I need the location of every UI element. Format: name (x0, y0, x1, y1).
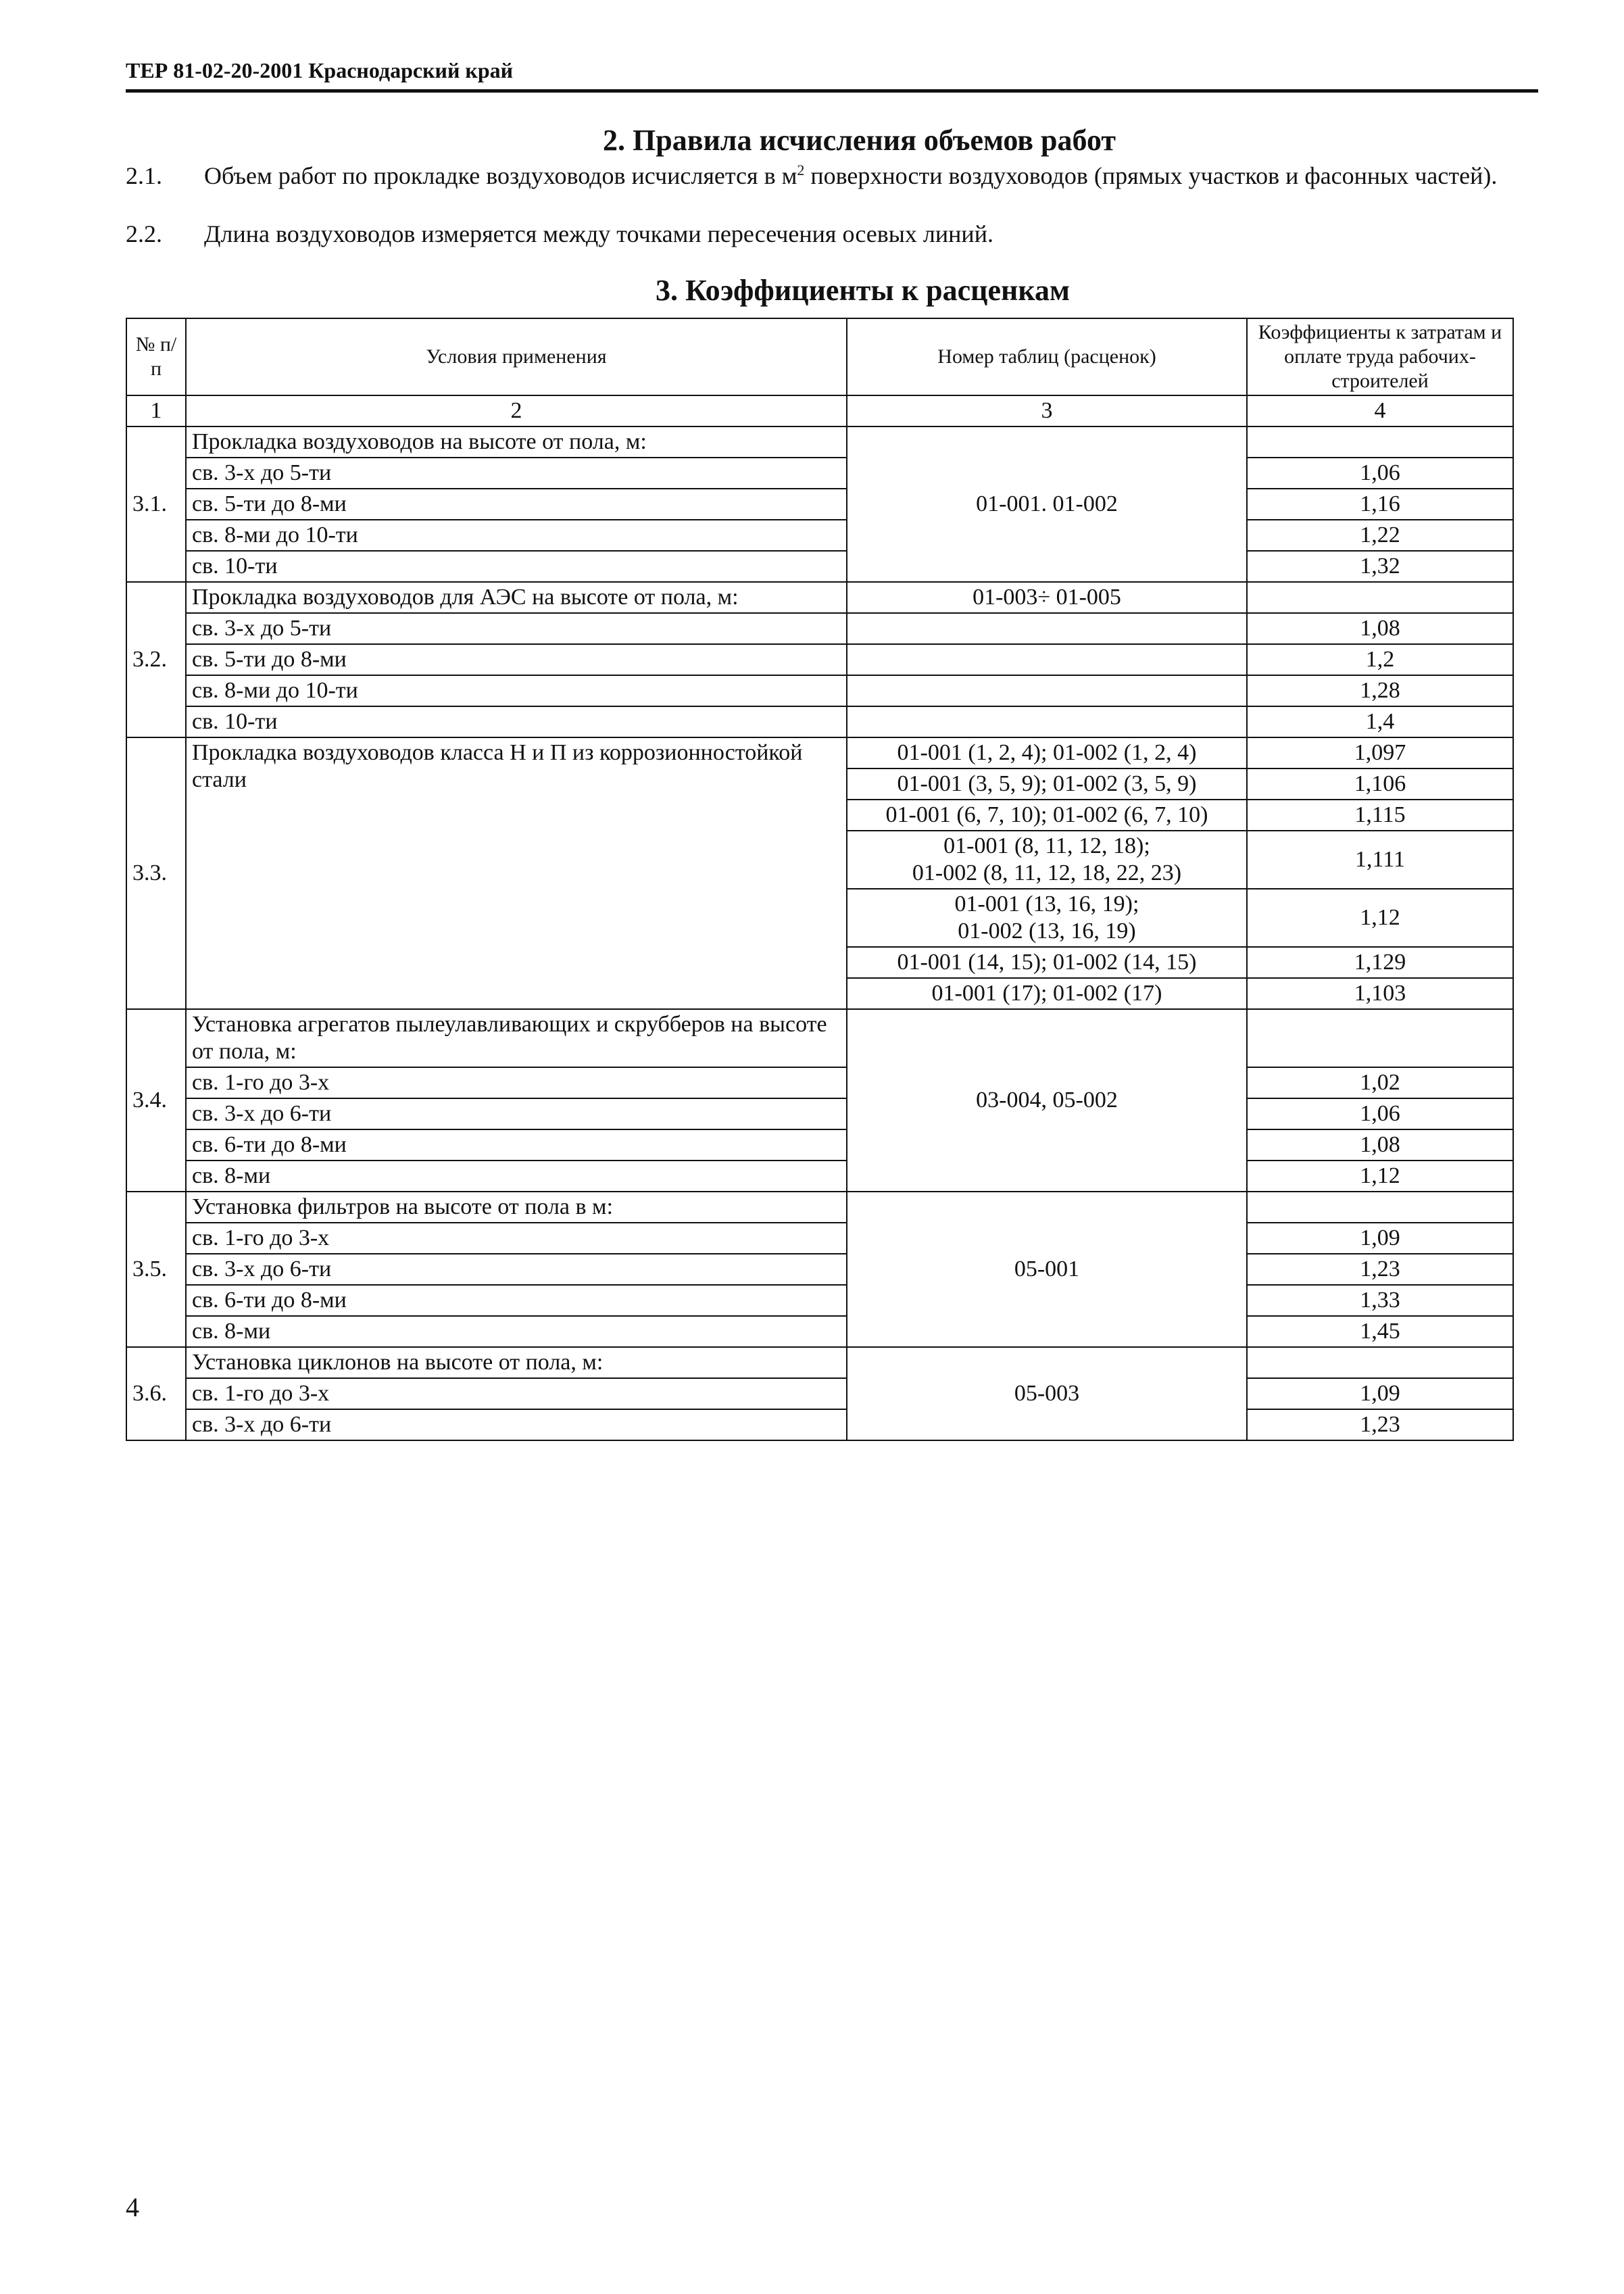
coefficient: 1,06 (1247, 1098, 1513, 1129)
table-row (126, 1378, 1513, 1409)
coefficient: 1,23 (1247, 1409, 1513, 1440)
condition-title: Прокладка воздуховодов класса Н и П из коррозионностойкой стали (186, 737, 847, 1009)
coefficient: 1,28 (1247, 675, 1513, 706)
section-2-heading: 2. Правила исчисления объемов работ (603, 124, 1116, 157)
header-cell: № п/п (126, 318, 186, 395)
condition-title: Прокладка воздуховодов для АЭС на высоте от пола, м: (186, 582, 847, 613)
condition: св. 6-ти до 8-ми (186, 1285, 847, 1316)
condition: св. 3-х до 6-ти (186, 1254, 847, 1285)
condition: св. 8-ми (186, 1316, 847, 1347)
paragraph-number: 2.1. (126, 162, 162, 189)
running-header: ТЕР 81-02-20-2001 Краснодарский край (126, 58, 514, 82)
index-cell: 1 (126, 395, 186, 426)
coefficient: 1,22 (1247, 520, 1513, 551)
item-number: 3.2. (126, 582, 186, 737)
table-row (126, 1316, 1513, 1347)
table-header-row (126, 318, 1513, 395)
condition: св. 1-го до 3-х (186, 1378, 847, 1409)
table-numbers: 01-001 (6, 7, 10); 01-002 (6, 7, 10) (847, 800, 1247, 831)
coefficient: 1,09 (1247, 1223, 1513, 1254)
coef-empty (1247, 1009, 1513, 1067)
condition: св. 8-ми до 10-ти (186, 675, 847, 706)
table-row (126, 644, 1513, 675)
item-number: 3.6. (126, 1347, 186, 1440)
table-row (126, 1409, 1513, 1440)
condition: св. 10-ти (186, 551, 847, 582)
paragraph-2-2 (126, 218, 1531, 250)
paragraph-text-cont: поверхности воздуховодов (прямых участков и фасонных частей). (804, 162, 1498, 189)
coefficient: 1,12 (1247, 889, 1513, 947)
coefficient: 1,115 (1247, 800, 1513, 831)
condition: св. 1-го до 3-х (186, 1223, 847, 1254)
table-numbers-empty (847, 644, 1247, 675)
page-number: 4 (126, 2192, 139, 2222)
table-numbers: 01-001. 01-002 (847, 426, 1247, 582)
paragraph-text: Объем работ по прокладке воздуховодов исчисляется в м (204, 162, 797, 189)
paragraph-text: Длина воздуховодов измеряется между точками пересечения осевых линий. (204, 220, 993, 247)
coefficient: 1,23 (1247, 1254, 1513, 1285)
table-numbers: 01-003÷ 01-005 (847, 582, 1247, 613)
condition: св. 1-го до 3-х (186, 1067, 847, 1098)
index-cell: 2 (186, 395, 847, 426)
table-numbers (847, 831, 1247, 889)
condition: св. 8-ми (186, 1161, 847, 1192)
table-numbers: 03-004, 05-002 (847, 1009, 1247, 1192)
table-numbers-line: 01-002 (8, 11, 12, 18, 22, 23) (912, 860, 1182, 885)
table-numbers-line: 01-002 (13, 16, 19) (958, 919, 1136, 944)
section-3-heading: 3. Коэффициенты к расценкам (655, 274, 1071, 307)
coefficient: 1,02 (1247, 1067, 1513, 1098)
coefficient: 1,45 (1247, 1316, 1513, 1347)
table-row (126, 706, 1513, 737)
condition: св. 5-ти до 8-ми (186, 644, 847, 675)
coefficient: 1,12 (1247, 1161, 1513, 1192)
coefficient: 1,106 (1247, 768, 1513, 800)
coefficient: 1,4 (1247, 706, 1513, 737)
table-numbers: 05-001 (847, 1192, 1247, 1347)
coef-empty (1247, 1347, 1513, 1378)
table-row (126, 1098, 1513, 1129)
table-row (126, 426, 1513, 458)
coefficient: 1,129 (1247, 947, 1513, 978)
table-row (126, 1129, 1513, 1161)
table-row (126, 582, 1513, 613)
table-row (126, 1067, 1513, 1098)
table-row (126, 675, 1513, 706)
coefficient: 1,08 (1247, 1129, 1513, 1161)
condition: св. 10-ти (186, 706, 847, 737)
table-row (126, 1009, 1513, 1067)
condition: св. 3-х до 5-ти (186, 458, 847, 489)
condition-title: Установка фильтров на высоте от пола в м: (186, 1192, 847, 1223)
table-row (126, 1192, 1513, 1223)
condition: св. 8-ми до 10-ти (186, 520, 847, 551)
table-numbers-empty (847, 706, 1247, 737)
table-numbers-line: 01-001 (8, 11, 12, 18); (943, 833, 1150, 858)
coef-empty (1247, 1192, 1513, 1223)
coefficient: 1,111 (1247, 831, 1513, 889)
item-number: 3.4. (126, 1009, 186, 1192)
table-numbers-empty (847, 613, 1247, 644)
table-row (126, 1161, 1513, 1192)
condition: св. 5-ти до 8-ми (186, 489, 847, 520)
coef-empty (1247, 582, 1513, 613)
header-cell: Коэффициенты к затратам и оплате труда рабочих-строителей (1247, 318, 1513, 395)
table-numbers: 01-001 (14, 15); 01-002 (14, 15) (847, 947, 1247, 978)
item-number: 3.3. (126, 737, 186, 1009)
condition-title: Установка агрегатов пылеулавливающих и скрубберов на высоте от пола, м: (186, 1009, 847, 1067)
condition-title: Прокладка воздуховодов на высоте от пола, м: (186, 426, 847, 458)
header-cell: Номер таблиц (расценок) (847, 318, 1247, 395)
coefficient: 1,32 (1247, 551, 1513, 582)
table-row (126, 1223, 1513, 1254)
coefficient: 1,103 (1247, 978, 1513, 1009)
table-row (126, 1285, 1513, 1316)
table-row (126, 458, 1513, 489)
coefficient: 1,16 (1247, 489, 1513, 520)
paragraph-number: 2.2. (126, 220, 162, 247)
table-row (126, 520, 1513, 551)
header-rule (126, 89, 1538, 93)
coefficients-table (126, 318, 1514, 1441)
table-row (126, 613, 1513, 644)
coefficient: 1,33 (1247, 1285, 1513, 1316)
condition: св. 3-х до 6-ти (186, 1409, 847, 1440)
coefficient: 1,08 (1247, 613, 1513, 644)
table-numbers: 01-001 (3, 5, 9); 01-002 (3, 5, 9) (847, 768, 1247, 800)
header-cell: Условия применения (186, 318, 847, 395)
coefficient: 1,2 (1247, 644, 1513, 675)
coefficient: 1,097 (1247, 737, 1513, 768)
condition: св. 3-х до 6-ти (186, 1098, 847, 1129)
table-row (126, 1347, 1513, 1378)
table-numbers (847, 889, 1247, 947)
table-row (126, 551, 1513, 582)
condition-title: Установка циклонов на высоте от пола, м: (186, 1347, 847, 1378)
superscript: 2 (797, 162, 805, 178)
table-row (126, 1254, 1513, 1285)
table-numbers: 01-001 (1, 2, 4); 01-002 (1, 2, 4) (847, 737, 1247, 768)
table-numbers: 05-003 (847, 1347, 1247, 1440)
table-row (126, 489, 1513, 520)
column-index-row (126, 395, 1513, 426)
condition: св. 3-х до 5-ти (186, 613, 847, 644)
item-number: 3.5. (126, 1192, 186, 1347)
coefficient: 1,06 (1247, 458, 1513, 489)
table-numbers: 01-001 (17); 01-002 (17) (847, 978, 1247, 1009)
index-cell: 3 (847, 395, 1247, 426)
item-number: 3.1. (126, 426, 186, 582)
table-row (126, 737, 1513, 768)
coefficient: 1,09 (1247, 1378, 1513, 1409)
paragraph-2-1 (126, 160, 1531, 192)
coef-empty (1247, 426, 1513, 458)
condition: св. 6-ти до 8-ми (186, 1129, 847, 1161)
table-numbers-empty (847, 675, 1247, 706)
index-cell: 4 (1247, 395, 1513, 426)
table-numbers-line: 01-001 (13, 16, 19); (954, 892, 1139, 917)
